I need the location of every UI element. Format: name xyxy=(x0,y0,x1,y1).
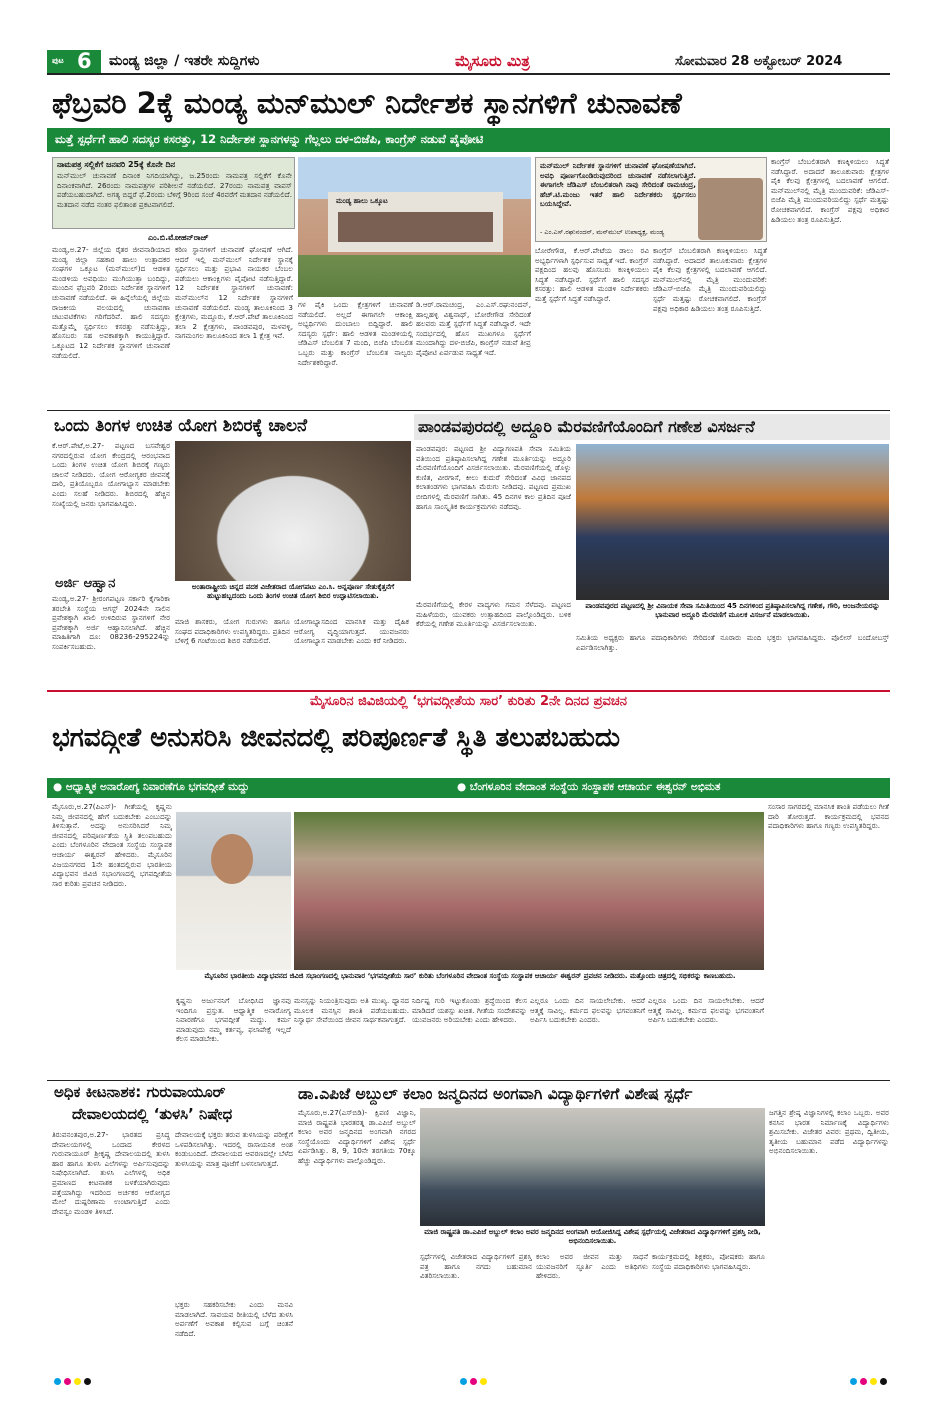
color-dot xyxy=(480,1378,487,1385)
ganesha-headline-bar xyxy=(414,414,890,440)
divider xyxy=(47,410,890,411)
gita-col-1: ಮೈಸೂರು,ಅ.27(ಪಿಎಸ್)- ಗೀತೆಯಲ್ಲಿ ಕೃಷ್ಣನು ನಿಮ್ಮ ಜೀವನದಲ್ಲಿ ಹೇಗೆ ಬದುಕಬೇಕು ಎಂಬುದನ್ನು ತಿಳಿಸುತ್ತಾನೆ. ಅದನ್ನು ಅನುಸರಿಸಿದರೆ ನಿಮ್ಮ ಜೀವನದಲ್ಲಿ ಪರಿಪೂರ್ಣತೆಯ ಸ್ಥಿತಿ ತಲುಪಬಹುದು ಎಂದು ಬೆಂಗಳೂರಿನ ವೇದಾಂತ ಸಂಸ್ಥೆಯ ಸಂಸ್ಥಾಪಕ ಆಚಾರ್ಯ ಈಶ್ವರನ್ ಹೇಳಿದರು. ಮೈಸೂರಿನ ವಿಜಯನಗರದ 1ನೇ ಹಂತದಲ್ಲಿರುವ ಭಾರತೀಯ ವಿದ್ಯಾಭವನ ಜಿವಿಜಿ ಸಭಾಂಗಣದಲ್ಲಿ ಭಗವದ್ಗೀತೆಯ ಸಾರ ಕುರಿತು ಪ್ರವಚನ ನೀಡಿದರು. xyxy=(52,802,172,888)
gita-caption: ಮೈಸೂರಿನ ಭಾರತೀಯ ವಿದ್ಯಾಭವನದ ಜಿವಿಜಿ ಸಭಾಂಗಣದಲ್ಲಿ ಭಾನುವಾರ ‘ಭಗವದ್ಗೀತೆಯ ಸಾರ’ ಕುರಿತು ಬೆಂಗಳೂರಿನ ವೇದಾಂತ ಸಂಸ್ಥೆಯ ಸಂಸ್ಥಾಪಕ ಆಚಾರ್ಯ ಈಶ್ವರನ್ ಪ್ರವಚನ ನೀಡಿದರು. ಮತ್ತೊಂದು ಚಿತ್ರದಲ್ಲಿ ಸಭಿಕರನ್ನು ಕಾಣಬಹುದು. xyxy=(204,972,736,980)
guruvayur-col-3: ಭಕ್ತರು ಸಹಕರಿಸಬೇಕು ಎಂದು ಮನವಿ ಮಾಡಲಾಗಿದೆ. ಸಾವಯವ ರೀತಿಯಲ್ಲಿ ಬೆಳೆದ ತುಳಸಿ ಅರ್ಪಣೆಗೆ ಅವಕಾಶ ಕಲ್ಪಿಸುವ ಬಗ್ಗೆ ಚಿಂತನೆ ನಡೆದಿದೆ. xyxy=(175,1300,293,1338)
gita-bullet-1: ● ಆಧ್ಯಾತ್ಮಿಕ ಅನಾರೋಗ್ಯ ನಿವಾರಣೆಗೂ ಭಗವದ್ಗೀತೆ ಮದ್ದು xyxy=(53,781,250,793)
gita-col-4: ನಿರ್ದಿಷ್ಟ ಗುರಿ ಇಟ್ಟುಕೊಂಡು ಶ್ರದ್ಧೆಯಿಂದ ಕೆಲಸ ಮಾಡಿದರೆ ಯಶಸ್ಸು ಖಚಿತ. ಗೀತೆಯ ಸಂದೇಶವನ್ನು ಯುವಜನರು ಅರಿಯಬೇಕು ಎಂದು ಹೇಳಿದರು. xyxy=(412,996,527,1025)
paper-name: ಮೈಸೂರು ಮಿತ್ರ xyxy=(455,52,530,70)
ganesha-col-3: ಸಮಿತಿಯ ಅಧ್ಯಕ್ಷರು ಹಾಗೂ ಪದಾಧಿಕಾರಿಗಳು ಸೇರಿದಂತೆ ನೂರಾರು ಮಂದಿ ಭಕ್ತರು ಭಾಗವಹಿಸಿದ್ದರು. ಪೊಲೀಸ್ ಬಂದೋಬಸ್ತ್ ಏರ್ಪಡಿಸಲಾಗಿತ್ತು. xyxy=(576,633,889,652)
arji-headline: ಅರ್ಜಿ ಆಹ್ವಾನ xyxy=(55,576,116,591)
page-number: 6 xyxy=(77,49,92,73)
color-dot xyxy=(74,1378,81,1385)
lead-col-6: ಕಾಂಗ್ರೆಸ್ ಬೆಂಬಲಿತರಾಗಿ ಕಣಕ್ಕಿಳಿಯಲು ಸಿದ್ಧತೆ ನಡೆಸಿದ್ದಾರೆ. ಅದಾದರೆ ತಾಲೂಕುವಾರು ಕ್ಷೇತ್ರಗಳ ಪೈಕಿ ಕೆಲವು ಕ್ಷೇತ್ರಗಳಲ್ಲಿ ಬದಲಾವಣೆ ಆಗಲಿದೆ. ಮನ್‌ಮುಲ್‌ನಲ್ಲಿ ಮೈತ್ರಿ ಮುಂದುವರಿಕೆ: ಜೆಡಿಎಸ್-ಬಿಜೆಪಿ ಮೈತ್ರಿ ಮುಂದುವರಿಯಲಿದ್ದು ಸ್ಪರ್ಧೆ ಮತ್ತಷ್ಟು ರೋಚಕವಾಗಲಿದೆ. ಕಾಂಗ್ರೆಸ್ ಪಕ್ಷವು ಅಧಿಕಾರ ಹಿಡಿಯಲು ತಂತ್ರ ರೂಪಿಸುತ್ತಿದೆ. xyxy=(653,246,767,313)
gita-col-6: ಸಂಸಾರ ಸಾಗರದಲ್ಲಿ ಮಾನಸಿಕ ಶಾಂತಿ ಪಡೆಯಲು ಗೀತೆ ದಾರಿ ತೋರುತ್ತದೆ. ಕಾರ್ಯಕ್ರಮದಲ್ಲಿ ಭವನದ ಪದಾಧಿಕಾರಿಗಳು ಹಾಗೂ ಗಣ್ಯರು ಉಪಸ್ಥಿತರಿದ್ದರು. xyxy=(768,802,889,831)
lead-col-2: ಕಠಿಣ ಸ್ಥಾನಗಳಿಗೆ ಚುನಾವಣೆ ಘೋಷಣೆ ಆಗಿದೆ. ಆದರೆ ಇಲ್ಲಿ ಮನ್‌ಮುಲ್ ನಿರ್ದೇಶಕ ಸ್ಥಾನಕ್ಕೆ ಸ್ಪರ್ಧಿಸಲು ಮತ್ತು ಪ್ರಭಾವಿ ನಾಯಕರ ಬೆಂಬಲ ಪಡೆಯಲು ಆಕಾಂಕ್ಷಿಗಳು ಪೈಪೋಟಿ ನಡೆಸುತ್ತಿದ್ದಾರೆ. 12 ನಿರ್ದೇಶಕ ಸ್ಥಾನಗಳಿಗೆ ಚುನಾವಣೆ: ಮನ್‌ಮುಲ್‌ನ 12 ನಿರ್ದೇಶಕ ಸ್ಥಾನಗಳಿಗೆ ಚುನಾವಣೆ ನಡೆಯಲಿದೆ. ಮಂಡ್ಯ ತಾಲೂಕಿನಿಂದ 3 ಕ್ಷೇತ್ರಗಳು, ಮದ್ದೂರು, ಕೆ.ಆರ್.ಪೇಟೆ ತಾಲೂಕಿನಿಂದ ತಲಾ 2 ಕ್ಷೇತ್ರಗಳು, ಪಾಂಡವಪುರ, ಮಳವಳ್ಳಿ, ನಾಗಮಂಗಲ ತಾಲೂಕಿನಿಂದ ತಲಾ 1 ಕ್ಷೇತ್ರ ಇವೆ. xyxy=(175,245,293,341)
gita-col-2: ಕೃಷ್ಣನು ಅರ್ಜುನನಿಗೆ ಬೋಧಿಸಿದ ಜ್ಞಾನವು ಇಂದಿಗೂ ಪ್ರಸ್ತುತ. ಆಧ್ಯಾತ್ಮಿಕ ಅನಾರೋಗ್ಯ ನಿವಾರಣೆಗೂ ಭಗವದ್ಗೀತೆ ಮದ್ದು. ಕರ್ಮ ಮಾಡುವುದು ನಮ್ಮ ಕರ್ತವ್ಯ, ಫಲಾಪೇಕ್ಷೆ ಇಲ್ಲದೆ ಕೆಲಸ ಮಾಡಬೇಕು. xyxy=(176,996,291,1044)
guruvayur-col-2: ದೇವಾಲಯಕ್ಕೆ ಭಕ್ತರು ತರುವ ತುಳಸಿಯನ್ನು ಪರೀಕ್ಷೆಗೆ ಒಳಪಡಿಸಲಾಗಿತ್ತು. ಇದರಲ್ಲಿ ರಾಸಾಯನಿಕ ಅಂಶ ಕಂಡುಬಂದಿದೆ. ದೇವಾಲಯದ ಆವರಣದಲ್ಲೇ ಬೆಳೆದ ತುಳಸಿಯನ್ನು ಮಾತ್ರ ಪೂಜೆಗೆ ಬಳಸಲಾಗುತ್ತದೆ. xyxy=(175,1130,293,1168)
info-box-text: ಮನ್‌ಮುಲ್ ಚುನಾವಣೆ ದಿನಾಂಕ ನಿಗದಿಯಾಗಿದ್ದು, ಜ.25ರಂದು ನಾಮಪತ್ರ ಸಲ್ಲಿಕೆಗೆ ಕೊನೇ ದಿನಾಂಕವಾಗಿದೆ. 26ರಂದು ನಾಮಪತ್ರಗಳ ಪರಿಶೀಲನೆ ನಡೆಯಲಿದೆ. 27ರಂದು ನಾಮಪತ್ರ ವಾಪಸ್ ಪಡೆಯಬಹುದಾಗಿದೆ. ಅಗತ್ಯ ಬಿದ್ದರೆ ಫೆ.2ರಂದು ಬೆಳಿಗ್ಗೆ 9ರಿಂದ ಸಂಜೆ 4ರವರೆಗೆ ಮತದಾನ ನಡೆಯಲಿದೆ. ಮತದಾನ ನಡೆದ ನಂತರ ಫಲಿತಾಂಶ ಪ್ರಕಟವಾಗಲಿದೆ. xyxy=(57,171,292,209)
kalam-col-5: ಜಗತ್ತಿನ ಶ್ರೇಷ್ಠ ವಿಜ್ಞಾನಿಗಳಲ್ಲಿ ಕಲಾಂ ಒಬ್ಬರು. ಅವರ ಕನಸಿನ ಭಾರತ ನಿರ್ಮಾಣಕ್ಕೆ ವಿದ್ಯಾರ್ಥಿಗಳು ಶ್ರಮಿಸಬೇಕು. ವಿಜೇತರ ವಿವರ: ಪ್ರಥಮ, ದ್ವಿತೀಯ, ತೃತೀಯ ಬಹುಮಾನ ಪಡೆದ ವಿದ್ಯಾರ್ಥಿಗಳನ್ನು ಅಭಿನಂದಿಸಲಾಯಿತು. xyxy=(769,1108,889,1156)
divider-2 xyxy=(47,1080,890,1081)
gita-audience-photo xyxy=(294,812,764,970)
kalam-col-4: ಕಾರ್ಯಕ್ರಮದಲ್ಲಿ ಶಿಕ್ಷಕರು, ಪೋಷಕರು ಹಾಗೂ ಸಂಸ್ಥೆಯ ಪದಾಧಿಕಾರಿಗಳು ಭಾಗವಹಿಸಿದ್ದರು. xyxy=(652,1252,765,1271)
page-label-box xyxy=(47,50,101,73)
lead-subhead-bar xyxy=(47,128,890,152)
kalam-caption: ಮಾಜಿ ರಾಷ್ಟ್ರಪತಿ ಡಾ.ಎಪಿಜೆ ಅಬ್ದುಲ್ ಕಲಾಂ ಅವರ ಜನ್ಮದಿನದ ಅಂಗವಾಗಿ ಆಯೋಜಿಸಿದ್ದ ವಿಶೇಷ ಸ್ಪರ್ಧೆಯಲ್ಲಿ ವಿಜೇತರಾದ ವಿದ್ಯಾರ್ಥಿಗಳಿಗೆ ಪ್ರಶಸ್ತಿ ನೀಡಿ, ಅಭಿನಂದಿಸಲಾಯಿತು. xyxy=(424,1228,761,1245)
kalam-col-3: ಕಲಾಂ ಅವರ ಜೀವನ ಮತ್ತು ಸಾಧನೆ ಯುವಜನರಿಗೆ ಸ್ಫೂರ್ತಿ ಎಂದು ಅತಿಥಿಗಳು ಹೇಳಿದರು. xyxy=(536,1252,648,1281)
color-dot xyxy=(64,1378,71,1385)
gita-col-3: ಮನಸ್ಸನ್ನು ನಿಯಂತ್ರಿಸುವುದು ಅತಿ ಮುಖ್ಯ. ಧ್ಯಾನದ ಮೂಲಕ ಮನಸ್ಸಿನ ಶಾಂತಿ ಪಡೆಯಬಹುದು. ನಿಸ್ವಾರ್ಥ ಸೇವೆಯಿಂದ ಜೀವನ ಸಾರ್ಥಕವಾಗುತ್ತದೆ. xyxy=(294,996,409,1025)
lead-col-7: ಕಾಂಗ್ರೆಸ್ ಬೆಂಬಲಿತರಾಗಿ ಕಣಕ್ಕಿಳಿಯಲು ಸಿದ್ಧತೆ ನಡೆಸಿದ್ದಾರೆ. ಅದಾದರೆ ತಾಲೂಕುವಾರು ಕ್ಷೇತ್ರಗಳ ಪೈಕಿ ಕೆಲವು ಕ್ಷೇತ್ರಗಳಲ್ಲಿ ಬದಲಾವಣೆ ಆಗಲಿದೆ. ಮನ್‌ಮುಲ್‌ನಲ್ಲಿ ಮೈತ್ರಿ ಮುಂದುವರಿಕೆ: ಜೆಡಿಎಸ್-ಬಿಜೆಪಿ ಮೈತ್ರಿ ಮುಂದುವರಿಯಲಿದ್ದು ಸ್ಪರ್ಧೆ ಮತ್ತಷ್ಟು ರೋಚಕವಾಗಲಿದೆ. ಕಾಂಗ್ರೆಸ್ ಪಕ್ಷವು ಅಧಿಕಾರ ಹಿಡಿಯಲು ತಂತ್ರ ರೂಪಿಸುತ್ತಿದೆ. xyxy=(771,157,889,224)
color-dot xyxy=(470,1378,477,1385)
yoga-col-2: ಮಾಜಿ ಶಾಸಕರು, ಯೋಗ ಗುರುಗಳು ಹಾಗೂ ಸಂಘದ ಪದಾಧಿಕಾರಿಗಳು ಉಪಸ್ಥಿತರಿದ್ದರು. ಪ್ರತಿದಿನ ಬೆಳಿಗ್ಗೆ 6 ಗಂಟೆಯಿಂದ ಶಿಬಿರ ನಡೆಯಲಿದೆ. xyxy=(175,617,290,646)
ganesha-col-2: ಮೆರವಣಿಗೆಯಲ್ಲಿ ಕೇರಳ ವಾದ್ಯಗಳು ಗಮನ ಸೆಳೆದವು. ಪಟ್ಟಣದ ಮಹಿಳೆಯರು, ಯುವಕರು ಉತ್ಸಾಹದಿಂದ ಪಾಲ್ಗೊಂಡಿದ್ದರು. ಬಳಿಕ ಕೆರೆಯಲ್ಲಿ ಗಣೇಶ ಮೂರ್ತಿಯನ್ನು ವಿಸರ್ಜಿಸಲಾಯಿತು. xyxy=(416,600,571,629)
gita-kicker-text: ಮೈಸೂರಿನ ಜಿವಿಜಿಯಲ್ಲಿ ‘ಭಗವದ್ಗೀತೆಯ ಸಾರ’ ಕುರಿತು 2ನೇ ದಿನದ ಪ್ರವಚನ xyxy=(310,694,627,709)
kalam-text: ಮೈಸೂರು,ಅ.27(ಎಸ್‌ಬಿಡಿ)- ಕ್ಷಿಪಣಿ ವಿಜ್ಞಾನಿ, ಮಾಜಿ ರಾಷ್ಟ್ರಪತಿ ಭಾರತರತ್ನ ಡಾ.ಎಪಿಜೆ ಅಬ್ದುಲ್ ಕಲಾಂ ಅವರ ಜನ್ಮದಿನದ ಅಂಗವಾಗಿ ನಗರದ ಸಂಸ್ಥೆಯೊಂದು ವಿದ್ಯಾರ್ಥಿಗಳಿಗೆ ವಿಶೇಷ ಸ್ಪರ್ಧೆ ಏರ್ಪಡಿಸಿತ್ತು. 8, 9, 10ನೇ ತರಗತಿಯ 70ಕ್ಕೂ ಹೆಚ್ಚು ವಿದ್ಯಾರ್ಥಿಗಳು ಪಾಲ್ಗೊಂಡಿದ್ದರು. xyxy=(298,1108,416,1165)
ganesha-text: ಪಾಂಡವಪುರ: ಪಟ್ಟಣದ ಶ್ರೀ ವಿದ್ಯಾಗಣಪತಿ ಸೇವಾ ಸಮಿತಿಯ ವತಿಯಿಂದ ಪ್ರತಿಷ್ಠಾಪಿಸಲಾಗಿದ್ದ ಗಣೇಶ ಮೂರ್ತಿಯನ್ನು ಅದ್ದೂರಿ ಮೆರವಣಿಗೆಯೊಂದಿಗೆ ವಿಸರ್ಜಿಸಲಾಯಿತು. ಮೆರವಣಿಗೆಯಲ್ಲಿ ಡೊಳ್ಳು ಕುಣಿತ, ವೀರಗಾಸೆ, ಕೀಲು ಕುದುರೆ ಸೇರಿದಂತೆ ವಿವಿಧ ಜಾನಪದ ಕಲಾತಂಡಗಳು ಭಾಗವಹಿಸಿ ಮೆರುಗು ನೀಡಿದವು. ಪಟ್ಟಣದ ಪ್ರಮುಖ ಬೀದಿಗಳಲ್ಲಿ ಮೆರವಣಿಗೆ ಸಾಗಿತು. 45 ದಿನಗಳ ಕಾಲ ಪ್ರತಿದಿನ ಪೂಜೆ ಹಾಗೂ ಸಾಂಸ್ಕೃತಿಕ ಕಾರ್ಯಕ್ರಮಗಳು ನಡೆದವು. xyxy=(416,444,571,511)
color-dot xyxy=(870,1378,877,1385)
color-dot xyxy=(84,1378,91,1385)
lead-info-box xyxy=(52,157,295,229)
lead-col-5: ಬೋರೇಗೌಡ, ಕೆ.ಆರ್.ಪೇಟೆಯ ಡಾಲು ರವಿ ಅಭ್ಯರ್ಥಿಗಳಾಗಿ ಸ್ಪರ್ಧಿಸುವ ಸಾಧ್ಯತೆ ಇದೆ. ಕಾಂಗ್ರೆಸ್ ಪಕ್ಷದಿಂದ ಹಲವು ಹೊಸಬರು ಕಣಕ್ಕಿಳಿಯಲು ಸಿದ್ಧತೆ ನಡೆಸಿದ್ದಾರೆ. ಸ್ಪರ್ಧೆಗೆ ಹಾಲಿ ಸದಸ್ಯರ ಕಸರತ್ತು: ಹಾಲಿ ಆಡಳಿತ ಮಂಡಳಿ ನಿರ್ದೇಶಕರು ಮತ್ತೆ ಸ್ಪರ್ಧೆಗೆ ಸಿದ್ಧತೆ ನಡೆಸಿದ್ದಾರೆ. xyxy=(535,246,649,303)
ganesha-caption: ಪಾಂಡವಪುರದ ಪಟ್ಟಣದಲ್ಲಿ ಶ್ರೀ ವಿನಾಯಕ ಸೇವಾ ಸಮಿತಿಯಿಂದ 45 ದಿನಗಳಿಂದ ಪ್ರತಿಷ್ಠಾಪಿಸಲಾಗಿದ್ದ ಗಣೇಶ, ಗೌರಿ, ಆಂಜನೇಯರನ್ನು ಭಾನುವಾರ ಅದ್ದೂರಿ ಮೆರವಣಿಗೆ ಮೂಲಕ ವಿಸರ್ಜನೆ ಮಾಡಲಾಯಿತು. xyxy=(585,602,880,619)
gita-bullet-bar xyxy=(47,778,890,798)
lead-headline: ಫೆಬ್ರವರಿ 2ಕ್ಕೆ ಮಂಡ್ಯ ಮನ್‌ಮುಲ್ ನಿರ್ದೇಶಕ ಸ್ಥಾನಗಳಿಗೆ ಚುನಾವಣೆ xyxy=(52,86,682,120)
color-dot xyxy=(880,1378,887,1385)
lead-col-1: ಮಂಡ್ಯ,ಅ.27- ಜಿಲ್ಲೆಯ ರೈತರ ಜೀವನಾಡಿಯಾದ ಮಂಡ್ಯ ಜಿಲ್ಲಾ ಸಹಕಾರ ಹಾಲು ಉತ್ಪಾದಕರ ಸಂಘಗಳ ಒಕ್ಕೂಟ (ಮನ್‌ಮುಲ್)ದ ಆಡಳಿತ ಮಂಡಳಿಯ ಅವಧಿಯು ಮುಗಿಯುತ್ತಾ ಬಂದಿದ್ದು, ಮುಂದಿನ ಫೆಬ್ರವರಿ 2ರಂದು ನಿರ್ದೇಶಕ ಸ್ಥಾನಗಳಿಗೆ ಚುನಾವಣೆ ನಡೆಯಲಿದೆ. ಈ ಹಿನ್ನೆಲೆಯಲ್ಲಿ ಜಿಲ್ಲೆಯ ರಾಜಕೀಯ ವಲಯದಲ್ಲಿ ಚುನಾವಣಾ ಚಟುವಟಿಕೆಗಳು ಗರಿಗೆದರಿವೆ. ಹಾಲಿ ಸದಸ್ಯರು ಮತ್ತೊಮ್ಮೆ ಸ್ಪರ್ಧಿಸಲು ಕಸರತ್ತು ನಡೆಸುತ್ತಿದ್ದು, ಹೊಸಬರು ಸಹ ಅವಕಾಶಕ್ಕಾಗಿ ಕಾಯುತ್ತಿದ್ದಾರೆ. ಒಕ್ಕೂಟದ 12 ನಿರ್ದೇಶಕ ಸ್ಥಾನಗಳಿಗೆ ಚುನಾವಣೆ ನಡೆಯಲಿದೆ. xyxy=(52,245,170,360)
lead-col-4: ಡಿ.ಆರ್.ರಾಮಚಂದ್ರ, ಎಂ.ಎಸ್.ರಘುನಂದನ್, ಹಾಲ್ಲಹಳ್ಳಿ ವಿಶ್ವನಾಥ್, ಬೋರೇಗೌಡ ಸೇರಿದಂತೆ ಹಲವರು ಮತ್ತೆ ಸ್ಪರ್ಧೆಗೆ ಸಿದ್ಧತೆ ನಡೆಸಿದ್ದಾರೆ. ಇದೇ ಸಂದರ್ಭದಲ್ಲಿ ಹೊಸ ಮುಖಗಳೂ ಸ್ಪರ್ಧೆಗೆ ಮುಂದಾಗಿದ್ದು ದಳ-ಬಿಜೆಪಿ, ಕಾಂಗ್ರೆಸ್ ನಡುವೆ ತೀವ್ರ ಪೈಪೋಟಿ ಏರ್ಪಡುವ ಸಾಧ್ಯತೆ ಇದೆ. xyxy=(416,300,531,357)
issue-date: ಸೋಮವಾರ 28 ಅಕ್ಟೋಬರ್ 2024 xyxy=(675,54,843,69)
gita-bullet-2: ● ಬೆಂಗಳೂರಿನ ವೇದಾಂತ ಸಂಸ್ಥೆಯ ಸಂಸ್ಥಾಪಕ ಆಚಾರ್ಯ ಈಶ್ವರನ್ ಅಭಿಮತ xyxy=(457,781,721,793)
arji-text: ಮಂಡ್ಯ,ಅ.27- ಶ್ರೀರಂಗಪಟ್ಟಣ ಸರ್ಕಾರಿ ಕೈಗಾರಿಕಾ ತರಬೇತಿ ಸಂಸ್ಥೆಯ ಆಗಸ್ಟ್ 2024ನೇ ಸಾಲಿನ ಪ್ರವೇಶಕ್ಕಾಗಿ ಖಾಲಿ ಉಳಿದಿರುವ ಸ್ಥಾನಗಳಿಗೆ ನೇರ ಪ್ರವೇಶಕ್ಕಾಗಿ ಅರ್ಜಿ ಆಹ್ವಾನಿಸಲಾಗಿದೆ. ಹೆಚ್ಚಿನ ಮಾಹಿತಿಗಾಗಿ ದೂ: 08236-295224ನ್ನು ಸಂಪರ್ಕಿಸಬಹುದು. xyxy=(52,594,170,651)
masthead xyxy=(47,50,890,75)
lead-subhead: ಮತ್ತೆ ಸ್ಪರ್ಧೆಗೆ ಹಾಲಿ ಸದಸ್ಯರ ಕಸರತ್ತು, 12 ನಿರ್ದೇಶಕ ಸ್ಥಾನಗಳನ್ನು ಗೆಲ್ಲಲು ದಳ-ಬಿಜೆಪಿ, ಕಾಂಗ್ರೆಸ್ ನಡುವೆ ಪೈಪೋಟಿ xyxy=(55,132,484,146)
gita-speaker-photo xyxy=(176,812,291,970)
info-box-title: ನಾಮಪತ್ರ ಸಲ್ಲಿಕೆಗೆ ಜನವರಿ 25ಕ್ಕೆ ಕೊನೇ ದಿನ xyxy=(57,160,176,169)
lead-col-3: ಗಳ ಪೈಕಿ ಒಂದು ಕ್ಷೇತ್ರಗಳಿಗೆ ಚುನಾವಣೆ ನಡೆಯಲಿದೆ. ಅಲ್ಲದೆ ಈಗಾಗಲೇ ಆಕಾಂಕ್ಷಿ ಅಭ್ಯರ್ಥಿಗಳು ದುಂಬಾಲು ಬಿದ್ದಿದ್ದಾರೆ. ಹಾಲಿ ಸದಸ್ಯರು ಸ್ಪರ್ಧೆ: ಹಾಲಿ ಆಡಳಿತ ಮಂಡಳಿಯಲ್ಲಿ ಜೆಡಿಎಸ್ ಬೆಂಬಲಿತ 7 ಮಂದಿ, ಬಿಜೆಪಿ ಬೆಂಬಲಿತ ಒಬ್ಬರು ಮತ್ತು ಕಾಂಗ್ರೆಸ್ ಬೆಂಬಲಿತ ನಾಲ್ವರು ನಿರ್ದೇಶಕರಿದ್ದಾರೆ. xyxy=(298,300,413,367)
color-dot xyxy=(54,1378,61,1385)
color-dot xyxy=(860,1378,867,1385)
yoga-headline: ಒಂದು ತಿಂಗಳ ಉಚಿತ ಯೋಗ ಶಿಬಿರಕ್ಕೆ ಚಾಲನೆ xyxy=(54,416,308,436)
gita-col-7: ಎಲ್ಲರೂ ಒಂದು ದಿನ ಸಾಯಲೇಬೇಕು. ಆದರೆ ಆತ್ಮಕ್ಕೆ ಸಾವಿಲ್ಲ. ಕರ್ಮದ ಫಲವನ್ನು ಭಗವಂತನಿಗೆ ಅರ್ಪಿಸಿ ಬದುಕಬೇಕು ಎಂದರು. xyxy=(648,996,764,1025)
color-dot xyxy=(850,1378,857,1385)
guruvayur-text: ತಿರುವನಂತಪುರ,ಅ.27- ಭಾರತದ ಪ್ರಸಿದ್ಧ ದೇವಾಲಯಗಳಲ್ಲಿ ಒಂದಾದ ಕೇರಳದ ಗುರುವಾಯೂರ್ ಶ್ರೀಕೃಷ್ಣ ದೇವಾಲಯದಲ್ಲಿ ತುಳಸಿ ಹಾರ ಹಾಗೂ ತುಳಸಿ ಎಲೆಗಳನ್ನು ಅರ್ಪಿಸುವುದನ್ನು ನಿಷೇಧಿಸಲಾಗಿದೆ. ತುಳಸಿ ಎಲೆಗಳಲ್ಲಿ ಅಧಿಕ ಪ್ರಮಾಣದ ಕೀಟನಾಶಕ ಬಳಕೆಯಾಗಿರುವುದು ಪತ್ತೆಯಾಗಿದ್ದು ಇದರಿಂದ ಅರ್ಚಕರ ಆರೋಗ್ಯದ ಮೇಲೆ ದುಷ್ಪರಿಣಾಮ ಉಂಟಾಗುತ್ತಿದೆ ಎಂದು ದೇವಸ್ವಂ ಮಂಡಳಿ ತಿಳಿಸಿದೆ. xyxy=(52,1130,170,1216)
ganesha-photo xyxy=(576,444,889,600)
quote-text: ಮನ್‌ಮುಲ್ ನಿರ್ದೇಶಕ ಸ್ಥಾನಗಳಿಗೆ ಚುನಾವಣೆ ಘೋಷಣೆಯಾಗಿದೆ. ಅವಧಿ ಪೂರ್ಣಗೊಂಡಿರುವುದರಿಂದ ಚುನಾವಣೆ ನಡೆಸಲಾಗುತ್ತಿದೆ. ಈಗಾಗಲೇ ಜೆಡಿಎಸ್ ಬೆಂಬಲಿತರಾಗಿ ನಾವು ಸೇರಿದಂತೆ ರಾಮಚಂದ್ರ, ಹೆಚ್.ಟಿ.ಮಂಜು ಇತರೆ ಹಾಲಿ ನಿರ್ದೇಶಕರು ಸ್ಪರ್ಧಿಸಲು ಬಯಸಿದ್ದೇವೆ. xyxy=(540,161,696,209)
section-title: ಮಂಡ್ಯ ಜಿಲ್ಲಾ / ಇತರೇ ಸುದ್ದಿಗಳು xyxy=(109,53,260,69)
yoga-text: ಕೆ.ಆರ್.ಪೇಟೆ,ಅ.27- ಪಟ್ಟಣದ ಬಸವೇಶ್ವರ ನಗರದಲ್ಲಿರುವ ಯೋಗ ಕೇಂದ್ರದಲ್ಲಿ ಆರಂಭವಾದ ಒಂದು ತಿಂಗಳ ಉಚಿತ ಯೋಗ ಶಿಬಿರಕ್ಕೆ ಗಣ್ಯರು ಚಾಲನೆ ನೀಡಿದರು. ಯೋಗ ಆರೋಗ್ಯಕರ ಜೀವನಕ್ಕೆ ದಾರಿ, ಪ್ರತಿಯೊಬ್ಬರೂ ಯೋಗಾಭ್ಯಾಸ ಮಾಡಬೇಕು ಎಂದು ಸಲಹೆ ನೀಡಿದರು. ಶಿಬಿರದಲ್ಲಿ ಹೆಚ್ಚಿನ ಸಂಖ್ಯೆಯಲ್ಲಿ ಜನರು ಭಾಗವಹಿಸಿದ್ದರು. xyxy=(52,441,170,508)
color-dot xyxy=(460,1378,467,1385)
kalam-col-2: ಸ್ಪರ್ಧೆಗಳಲ್ಲಿ ವಿಜೇತರಾದ ವಿದ್ಯಾರ್ಥಿಗಳಿಗೆ ಪ್ರಶಸ್ತಿ ಪತ್ರ ಹಾಗೂ ನಗದು ಬಹುಮಾನ ವಿತರಿಸಲಾಯಿತು. xyxy=(420,1252,532,1281)
gita-headline: ಭಗವದ್ಗೀತೆ ಅನುಸರಿಸಿ ಜೀವನದಲ್ಲಿ ಪರಿಪೂರ್ಣತೆ ಸ್ಥಿತಿ ತಲುಪಬಹುದು xyxy=(52,723,620,753)
gita-col-5: ಎಲ್ಲರೂ ಒಂದು ದಿನ ಸಾಯಲೇಬೇಕು. ಆದರೆ ಆತ್ಮಕ್ಕೆ ಸಾವಿಲ್ಲ. ಕರ್ಮದ ಫಲವನ್ನು ಭಗವಂತನಿಗೆ ಅರ್ಪಿಸಿ ಬದುಕಬೇಕು ಎಂದರು. xyxy=(530,996,645,1025)
lead-byline: ಎಂ.ಬಿ.ಮೋಹನ್‌ರಾಜ್ xyxy=(148,233,209,242)
ganesha-headline: ಪಾಂಡವಪುರದಲ್ಲಿ ಅದ್ದೂರಿ ಮೆರವಣಿಗೆಯೊಂದಿಗೆ ಗಣೇಶ ವಿಸರ್ಜನೆ xyxy=(418,417,755,436)
guruvayur-headline-1: ಅಧಿಕ ಕೀಟನಾಶಕ: ಗುರುವಾಯೂರ್ xyxy=(54,1083,226,1101)
yoga-photo xyxy=(175,441,411,581)
lead-quote-box xyxy=(535,157,767,242)
lead-photo-building xyxy=(298,157,531,297)
building-sign: ಮಂಡ್ಯ ಹಾಲು ಒಕ್ಕೂಟ xyxy=(336,197,388,205)
yoga-caption: ಅಂತಾರಾಷ್ಟ್ರೀಯ ಚಿನ್ನದ ಪದಕ ವಿಜೇತರಾದ ಯೋಗಪಟು ಎಂ.ಸಿ. ಅನ್ನಪೂರ್ಣ ಸೇತುಕ್ಕೆತ್ತನೆಗೆ ಹುಟ್ಟುಹಬ್ಬದಂದು ಒಂದು ತಿಂಗಳ ಉಚಿತ ಯೋಗ ಶಿಬಿರ ಉದ್ಘಾಟಿಸಲಾಯಿತು. xyxy=(191,583,395,600)
quote-by: - ಎಂ.ಎಸ್.ರಘುನಂದನ್, ಮನ್‌ಮುಲ್ ಉಪಾಧ್ಯಕ್ಷ, ಮಂಡ್ಯ xyxy=(540,228,665,236)
gita-kicker xyxy=(47,690,890,710)
page-label: ಪುಟ xyxy=(52,56,64,65)
yoga-col-3: ಯೋಗಾಭ್ಯಾಸದಿಂದ ಮಾನಸಿಕ ಮತ್ತು ದೈಹಿಕ ಆರೋಗ್ಯ ವೃದ್ಧಿಯಾಗುತ್ತದೆ. ಯುವಜನರು ಯೋಗಾಭ್ಯಾಸ ಮಾಡಬೇಕು ಎಂದು ಕರೆ ನೀಡಿದರು. xyxy=(294,617,409,646)
kalam-headline: ಡಾ.ಎಪಿಜೆ ಅಬ್ದುಲ್ ಕಲಾಂ ಜನ್ಮದಿನದ ಅಂಗವಾಗಿ ವಿದ್ಯಾರ್ಥಿಗಳಿಗೆ ವಿಶೇಷ ಸ್ಪರ್ಧೆ xyxy=(298,1085,693,1103)
guruvayur-headline-2: ದೇವಾಲಯದಲ್ಲಿ ‘ತುಳಸಿ’ ನಿಷೇಧ xyxy=(72,1105,233,1123)
kalam-photo xyxy=(420,1108,765,1226)
